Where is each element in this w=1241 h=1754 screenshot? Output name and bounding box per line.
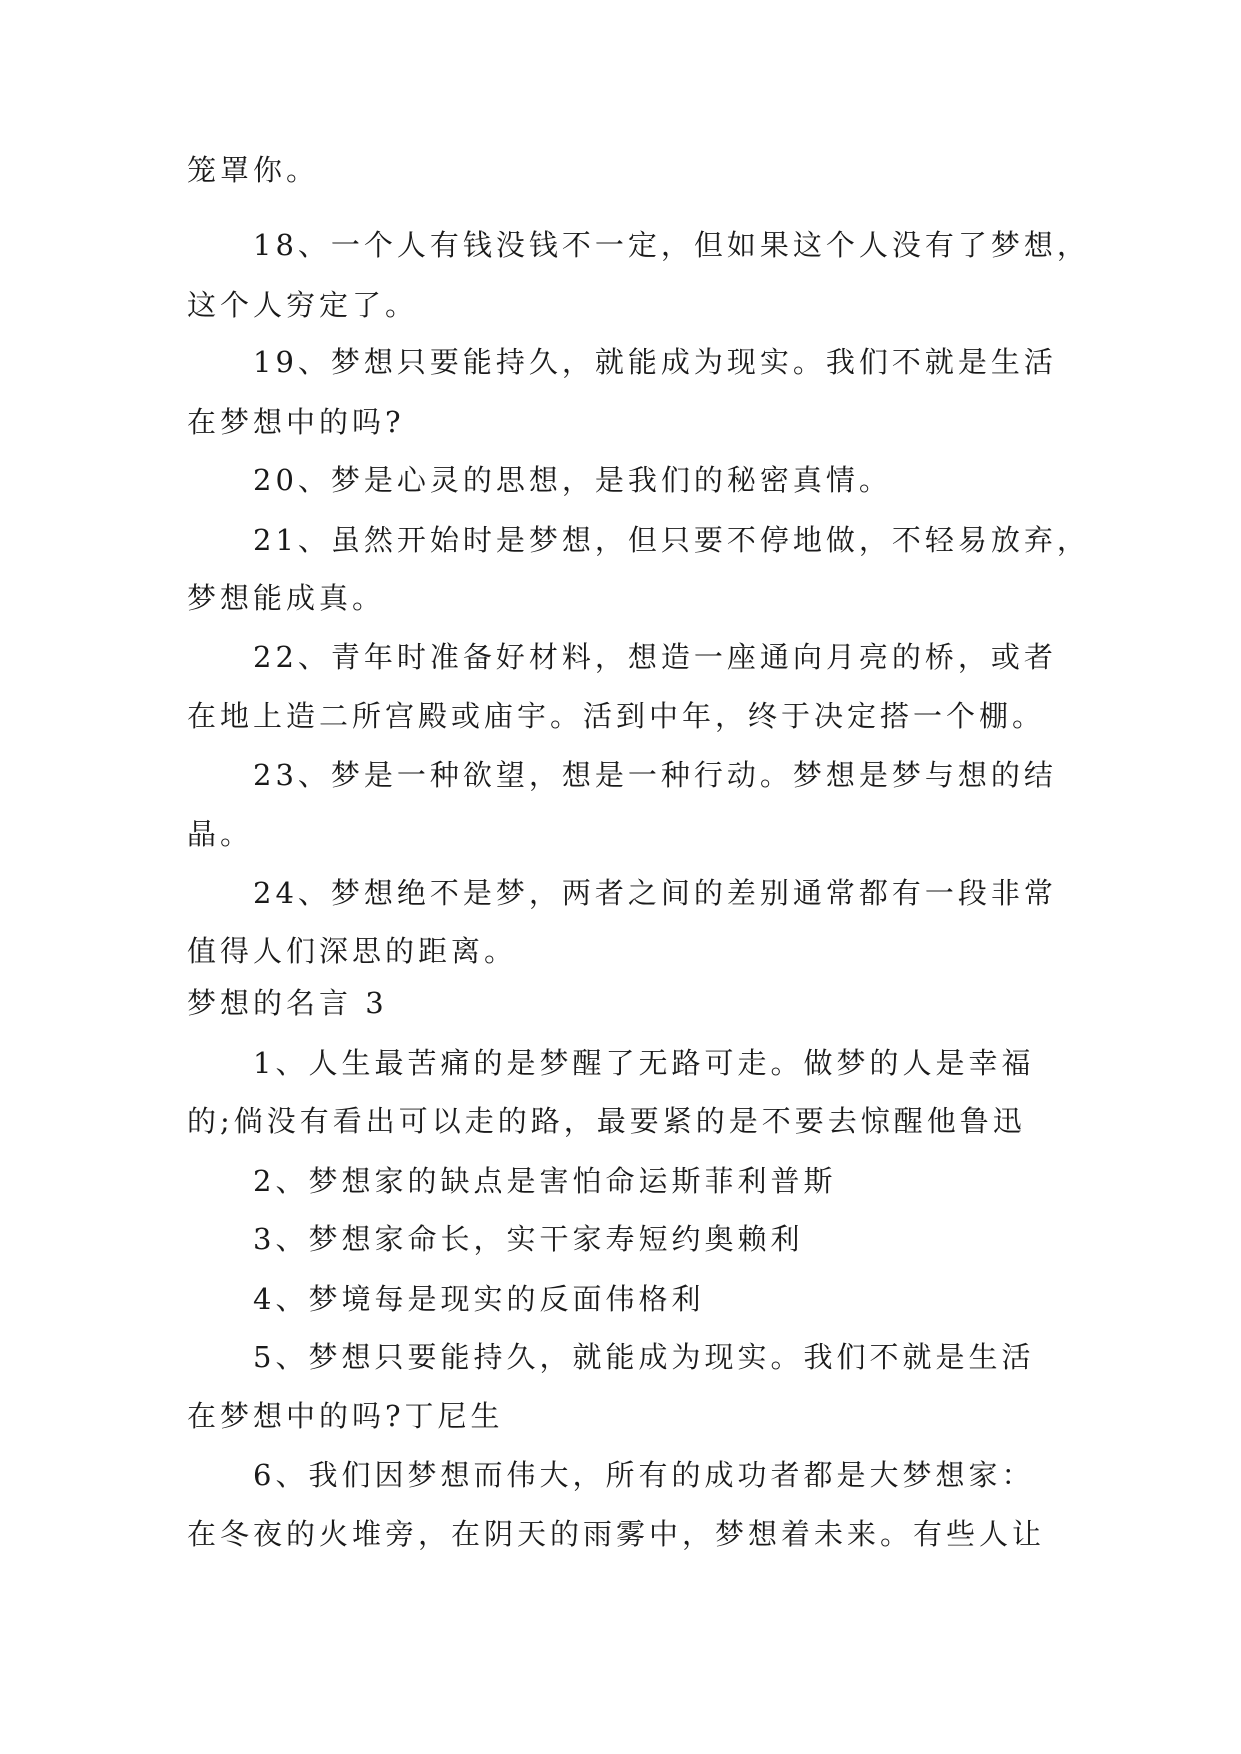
quote-22-line-2: 在地上造二所宫殿或庙宇。活到中年，终于决定搭一个棚。 [187, 699, 1046, 733]
quote-22-line-1: 22、青年时准备好材料，想造一座通向月亮的桥，或者 [253, 640, 1057, 674]
quote-18-line-2: 这个人穷定了。 [187, 288, 419, 322]
quote-1-line-2: 的;倘没有看出可以走的路，最要紧的是不要去惊醒他鲁迅 [187, 1104, 1026, 1138]
quote-21-line-2: 梦想能成真。 [187, 581, 386, 615]
quote-18-line-1: 18、一个人有钱没钱不一定，但如果这个人没有了梦想， [253, 228, 1090, 262]
quote-4-line-1: 4、梦境每是现实的反面伟格利 [253, 1282, 705, 1316]
text-line-continuation: 笼罩你。 [187, 153, 320, 187]
quote-2-line-1: 2、梦想家的缺点是害怕命运斯菲利普斯 [253, 1164, 837, 1198]
quote-5-line-1: 5、梦想只要能持久，就能成为现实。我们不就是生活 [253, 1340, 1035, 1374]
quote-6-line-1: 6、我们因梦想而伟大，所有的成功者都是大梦想家： [253, 1458, 1035, 1492]
quote-3-line-1: 3、梦想家命长，实干家寿短约奥赖利 [253, 1222, 804, 1256]
quote-19-line-1: 19、梦想只要能持久，就能成为现实。我们不就是生活 [253, 345, 1057, 379]
quote-23-line-1: 23、梦是一种欲望，想是一种行动。梦想是梦与想的结 [253, 758, 1057, 792]
quote-5-line-2: 在梦想中的吗?丁尼生 [187, 1399, 504, 1433]
quote-19-line-2: 在梦想中的吗? [187, 405, 405, 439]
quote-20-line-1: 20、梦是心灵的思想，是我们的秘密真情。 [253, 463, 892, 497]
quote-6-line-2: 在冬夜的火堆旁，在阴天的雨雾中，梦想着未来。有些人让 [187, 1517, 1046, 1551]
quote-24-line-1: 24、梦想绝不是梦，两者之间的差别通常都有一段非常 [253, 876, 1057, 910]
quote-1-line-1: 1、人生最苦痛的是梦醒了无路可走。做梦的人是幸福 [253, 1046, 1035, 1080]
quote-21-line-1: 21、虽然开始时是梦想，但只要不停地做，不轻易放弃， [253, 523, 1090, 557]
quote-24-line-2: 值得人们深思的距离。 [187, 934, 518, 968]
section-heading: 梦想的名言 3 [187, 986, 388, 1020]
quote-23-line-2: 晶。 [187, 817, 254, 851]
